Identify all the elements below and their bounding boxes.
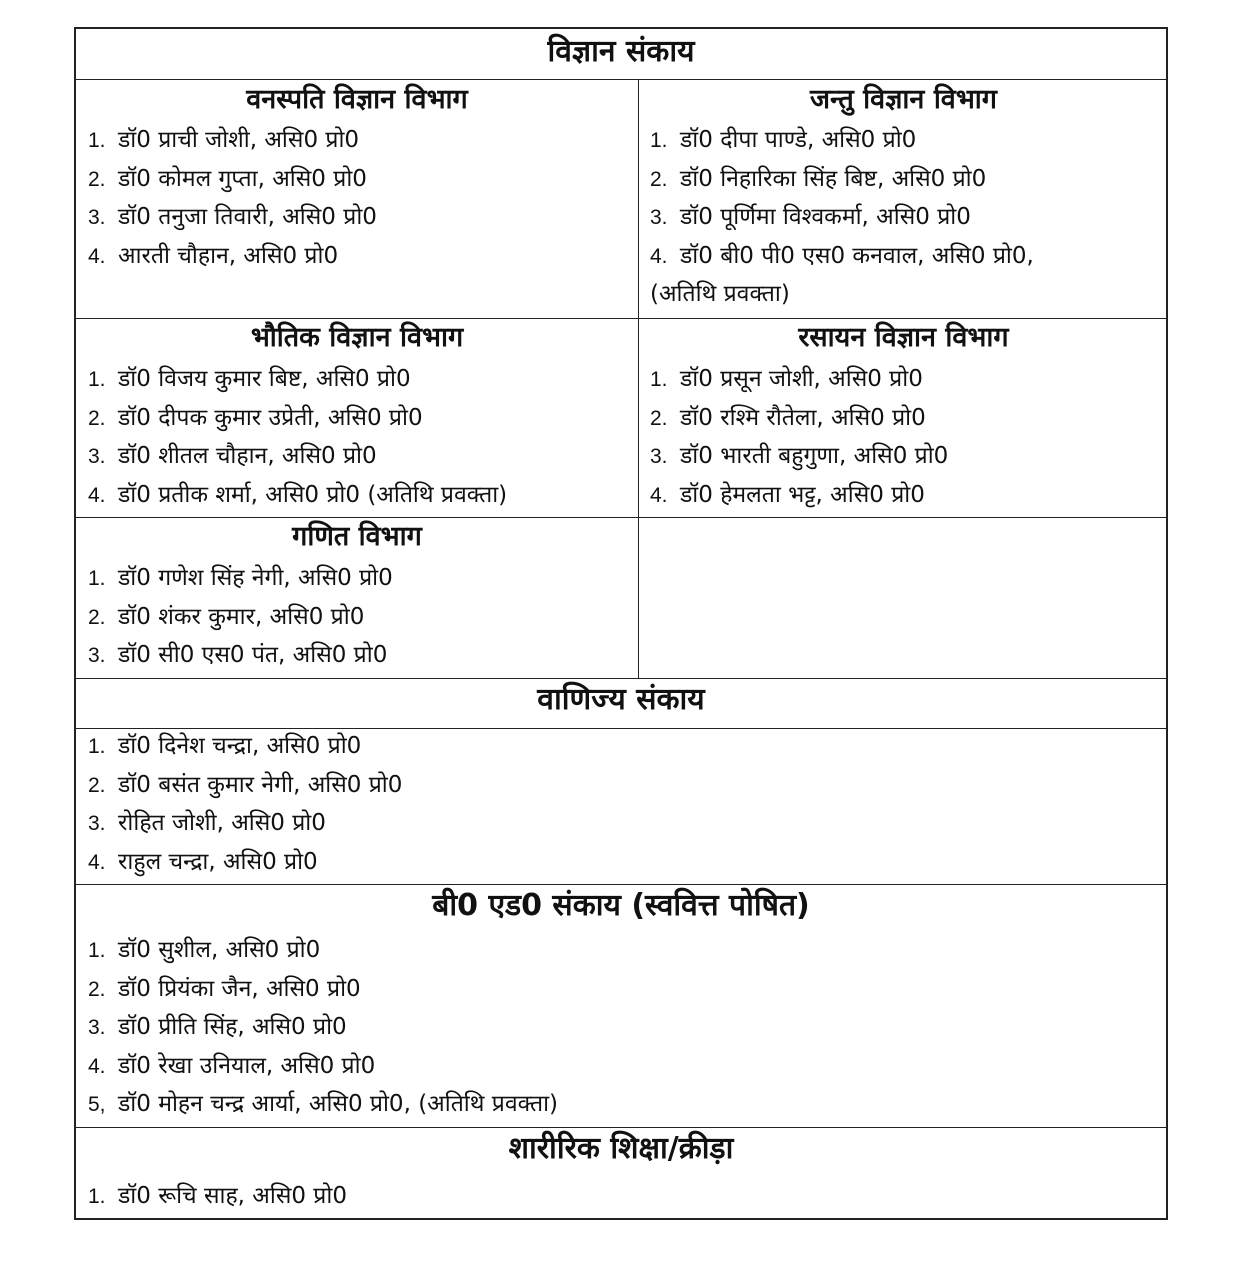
divider xyxy=(76,884,1166,885)
list-item: 1. डॉ0 दिनेश चन्द्रा, असि0 प्रो0 xyxy=(88,733,362,759)
physical-education-title: शारीरिक शिक्षा/क्रीड़ा xyxy=(508,1131,734,1166)
commerce-faculty-title: वाणिज्य संकाय xyxy=(537,682,705,717)
list-item: 1. डॉ0 प्राची जोशी, असि0 प्रो0 xyxy=(88,127,360,153)
physical-education-staff-list xyxy=(88,1177,347,1216)
list-item: 4. डॉ0 हेमलता भट्ट, असि0 प्रो0 xyxy=(650,481,925,508)
chemistry-staff-list xyxy=(650,360,948,514)
list-item: 1. डॉ0 गणेश सिंह नेगी, असि0 प्रो0 xyxy=(88,565,393,591)
column-divider xyxy=(638,79,639,678)
list-item: 1. डॉ0 रूचि साह, असि0 प्रो0 xyxy=(88,1183,347,1209)
list-item: 3. डॉ0 सी0 एस0 पंत, असि0 प्रो0 xyxy=(88,642,388,669)
botany-department-title: वनस्पति विज्ञान विभाग xyxy=(246,84,468,115)
zoology-department-title: जन्तु विज्ञान विभाग xyxy=(809,84,997,115)
list-item: 2. डॉ0 कोमल गुप्ता, असि0 प्रो0 xyxy=(88,165,367,192)
list-item: 1. डॉ0 सुशील, असि0 प्रो0 xyxy=(88,937,321,963)
list-item: 4. राहुल चन्द्रा, असि0 प्रो0 xyxy=(88,848,318,875)
bed-faculty-title: बी0 एड0 संकाय (स्ववित्त पोषित) xyxy=(432,888,810,923)
list-item: 4. डॉ0 प्रतीक शर्मा, असि0 प्रो0 (अतिथि प्रवक्ता) xyxy=(88,481,508,508)
divider xyxy=(76,318,1166,319)
faculty-table xyxy=(74,27,1168,1220)
mathematics-staff-list xyxy=(88,559,393,675)
divider xyxy=(76,1127,1166,1128)
botany-staff-list xyxy=(88,121,377,275)
list-item: 3. रोहित जोशी, असि0 प्रो0 xyxy=(88,810,326,837)
list-item-continuation: (अतिथि प्रवक्ता) xyxy=(650,281,790,308)
list-item: 3. डॉ0 तनुजा तिवारी, असि0 प्रो0 xyxy=(88,204,377,231)
list-item: 4. डॉ0 बी0 पी0 एस0 कनवाल, असि0 प्रो0, xyxy=(650,242,1034,269)
science-faculty-title: विज्ञान संकाय xyxy=(547,34,695,69)
list-item: 3. डॉ0 शीतल चौहान, असि0 प्रो0 xyxy=(88,443,377,470)
list-item: 1. डॉ0 प्रसून जोशी, असि0 प्रो0 xyxy=(650,366,923,392)
commerce-staff-list xyxy=(88,727,402,881)
physics-department-title: भौतिक विज्ञान विभाग xyxy=(250,322,464,353)
list-item: 2. डॉ0 निहारिका सिंह बिष्ट, असि0 प्रो0 xyxy=(650,165,987,192)
list-item: 4. आरती चौहान, असि0 प्रो0 xyxy=(88,242,339,269)
divider xyxy=(76,517,1166,518)
divider xyxy=(76,79,1166,80)
list-item: 2. डॉ0 बसंत कुमार नेगी, असि0 प्रो0 xyxy=(88,771,403,798)
physics-staff-list xyxy=(88,360,507,514)
list-item: 2. डॉ0 दीपक कुमार उप्रेती, असि0 प्रो0 xyxy=(88,404,423,431)
list-item: 2. डॉ0 रश्मि रौतेला, असि0 प्रो0 xyxy=(650,404,926,431)
list-item: 2. डॉ0 शंकर कुमार, असि0 प्रो0 xyxy=(88,603,365,630)
divider xyxy=(76,678,1166,679)
zoology-staff-list xyxy=(650,121,1034,314)
list-item: 1. डॉ0 विजय कुमार बिष्ट, असि0 प्रो0 xyxy=(88,366,411,392)
list-item: 1. डॉ0 दीपा पाण्डे, असि0 प्रो0 xyxy=(650,127,917,153)
chemistry-department-title: रसायन विज्ञान विभाग xyxy=(798,322,1009,353)
list-item: 3. डॉ0 भारती बहुगुणा, असि0 प्रो0 xyxy=(650,443,949,470)
list-item: 2. डॉ0 प्रियंका जैन, असि0 प्रो0 xyxy=(88,975,361,1002)
list-item: 4. डॉ0 रेखा उनियाल, असि0 प्रो0 xyxy=(88,1052,376,1079)
list-item: 3. डॉ0 पूर्णिमा विश्वकर्मा, असि0 प्रो0 xyxy=(650,204,971,231)
bed-staff-list xyxy=(88,931,558,1124)
list-item: 3. डॉ0 प्रीति सिंह, असि0 प्रो0 xyxy=(88,1014,347,1041)
mathematics-department-title: गणित विभाग xyxy=(292,521,422,552)
list-item: 5, डॉ0 मोहन चन्द्र आर्या, असि0 प्रो0, (अतिथि प्रवक्ता) xyxy=(88,1091,559,1118)
